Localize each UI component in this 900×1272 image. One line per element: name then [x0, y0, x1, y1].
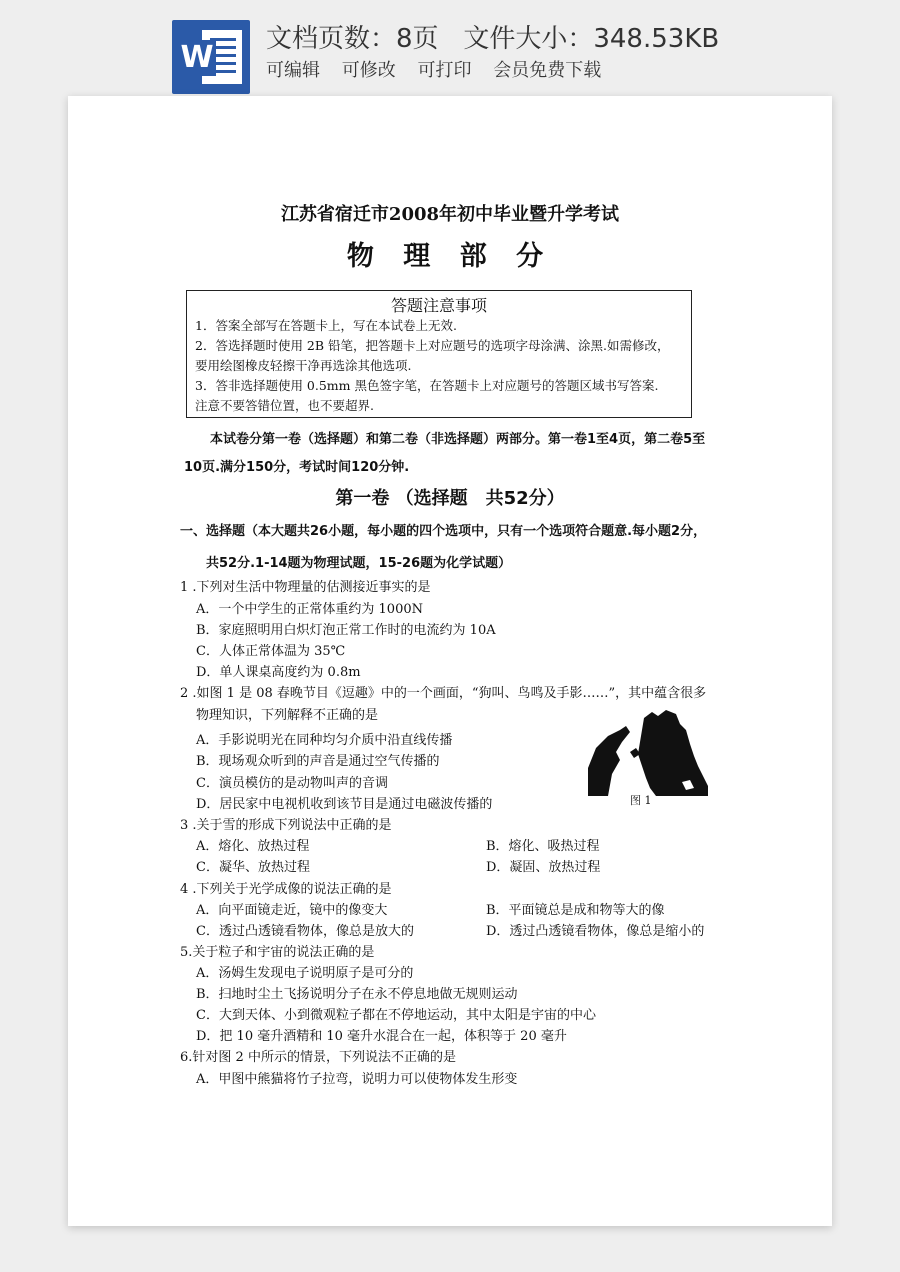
question-3: 3 .关于雪的形成下列说法中正确的是 — [180, 818, 392, 833]
option-b: B．熔化、吸热过程 — [486, 839, 600, 854]
notice-line: 3．答非选择题使用 0.5mm 黑色签字笔，在答题卡上对应题号的答题区域书写答案. — [195, 378, 659, 393]
option-d: D．透过凸透镜看物体，像总是缩小的 — [486, 924, 705, 939]
option-c: C．人体正常体温为 35℃ — [196, 644, 346, 659]
option-a: A．熔化、放热过程 — [196, 839, 310, 854]
figure-1-caption: 图 1 — [630, 794, 652, 807]
option-d: D．把 10 毫升酒精和 10 毫升水混合在一起，体积等于 20 毫升 — [196, 1029, 567, 1044]
option-c: C．演员模仿的是动物叫声的音调 — [196, 776, 388, 791]
feature-list — [266, 56, 611, 82]
intro-line: 本试卷分第一卷（选择题）和第二卷（非选择题）两部分。第一卷1至4页，第二卷5至 — [210, 432, 706, 447]
question-5: 5.关于粒子和宇宙的说法正确的是 — [180, 945, 375, 960]
option-b: B．现场观众听到的声音是通过空气传播的 — [196, 754, 440, 769]
word-letter: W — [178, 40, 216, 76]
file-size: 文件大小：348.53KB — [463, 24, 720, 54]
option-a: A．向平面镜走近，镜中的像变大 — [196, 903, 388, 918]
intro-line: 10页.满分150分，考试时间120分钟. — [184, 460, 410, 475]
exam-intro — [184, 426, 724, 482]
part-line: 一、选择题（本大题共26小题，每小题的四个选项中，只有一个选项符合题意.每小题2分， — [180, 524, 707, 539]
feature-modifiable: 可修改 — [341, 60, 396, 81]
section-heading: 第一卷 （选择题 共52分） — [335, 488, 565, 509]
notice-line: 2．答选择题时使用 2B 铅笔，把答题卡上对应题号的选项字母涂满、涂黑.如需修改， — [195, 338, 670, 353]
part-instructions — [180, 516, 740, 580]
option-d: D．居民家中电视机收到该节目是通过电磁波传播的 — [196, 797, 493, 812]
word-doc-icon — [172, 20, 250, 94]
notice-heading: 答题注意事项 — [390, 296, 487, 315]
document-page — [68, 96, 832, 1226]
option-a: A．一个中学生的正常体重约为 1000N — [196, 602, 423, 617]
exam-title: 江苏省宿迁市2008年初中毕业暨升学考试 — [280, 204, 620, 225]
option-a: A．手影说明光在同种均匀介质中沿直线传播 — [196, 733, 453, 748]
option-a: A．汤姆生发现电子说明原子是可分的 — [196, 966, 414, 981]
question-2-cont: 物理知识，下列解释不正确的是 — [196, 708, 379, 723]
option-b: B．家庭照明用白炽灯泡正常工作时的电流约为 10A — [196, 623, 496, 638]
exam-subtitle: 物 理 部 分 — [346, 241, 554, 272]
option-d: D．单人课桌高度约为 0.8m — [196, 665, 361, 680]
notice-line: 注意不要答错位置，也不要超界. — [195, 398, 374, 413]
part-line: 共52分.1-14题为物理试题，15-26题为化学试题） — [206, 556, 512, 571]
option-c: C．凝华、放热过程 — [196, 860, 310, 875]
option-b: B．平面镜总是成和物等大的像 — [486, 903, 665, 918]
question-2: 2 .如图 1 是 08 春晚节目《逗趣》中的一个画面，“狗叫、鸟鸣及手影……”，其中蕴含很多 — [180, 686, 707, 701]
option-b: B．扫地时尘土飞扬说明分子在永不停息地做无规则运动 — [196, 987, 518, 1002]
question-1: 1 .下列对生活中物理量的估测接近事实的是 — [180, 580, 431, 595]
option-a: A．甲图中熊猫将竹子拉弯，说明力可以使物体发生形变 — [196, 1072, 518, 1087]
option-d: D．凝固、放热过程 — [486, 860, 601, 875]
feature-member-download: 会员免费下载 — [493, 60, 602, 81]
notice-box — [186, 290, 692, 418]
download-banner — [0, 0, 900, 98]
option-c: C．透过凸透镜看物体，像总是放大的 — [196, 924, 414, 939]
notice-line: 要用绘图橡皮轻擦干净再选涂其他选项. — [195, 358, 412, 373]
feature-editable: 可编辑 — [266, 60, 320, 81]
option-c: C．大到天体、小到微观粒子都在不停地运动，其中太阳是宇宙的中心 — [196, 1008, 596, 1023]
file-info — [266, 18, 719, 55]
question-4: 4 .下列关于光学成像的说法正确的是 — [180, 882, 392, 897]
notice-line: 1．答案全部写在答题卡上，写在本试卷上无效. — [195, 318, 457, 333]
hand-shadow-figure — [586, 708, 710, 796]
feature-printable: 可打印 — [417, 60, 472, 81]
page-count: 文档页数：8页 — [266, 24, 439, 54]
question-6: 6.针对图 2 中所示的情景，下列说法不正确的是 — [180, 1050, 456, 1065]
